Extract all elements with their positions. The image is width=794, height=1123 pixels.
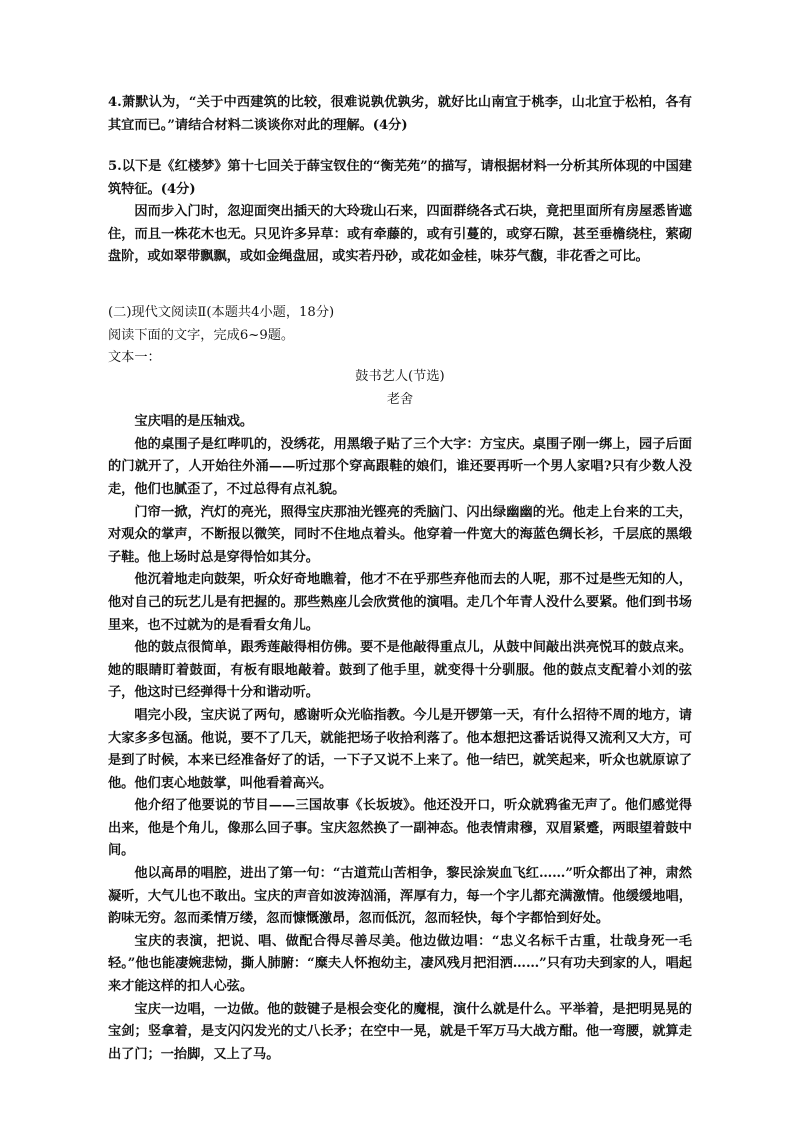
question-5 (108, 156, 692, 269)
section-header (108, 302, 692, 370)
article-paragraph: 他沉着地走向鼓架，听众好奇地瞧着，他才不在乎那些弃他而去的人呢，那不过是些无知的人，他对自己的玩艺儿是有把握的。那些熟座儿会欣赏他的演唱。走几个年青人没什么要紧。他们到书场里来，也不过就为的是看看女角儿。 (108, 572, 692, 633)
article-paragraph: 宝庆一边唱，一边做。他的鼓键子是根会变化的魔棍，演什么就是什么。平举着，是把明晃晃的宝剑；竖拿着，是支闪闪发光的丈八长矛；在空中一晃，就是千军万马大战方酣。他一弯腰，就算走出了门；一抬脚，又上了马。 (108, 1001, 692, 1062)
question-4-text: 4.萧默认为，“关于中西建筑的比较，很难说孰优孰劣，就好比山南宜于桃李，山北宜于松柏，各有其宜而已。”请结合材料二谈谈你对此的理解。(4分) (108, 95, 692, 133)
article-paragraph: 他介绍了他要说的节目——三国故事《长坂坡》。他还没开口，听众就鸦雀无声了。他们感觉得出来，他是个角儿，像那么回子事。宝庆忽然换了一副神态。他表情肃穆，双眉紧蹙，两眼望着鼓中间。 (108, 798, 692, 859)
text-label: 文本一： (108, 350, 161, 366)
article-title: 鼓书艺人(节选) (355, 369, 445, 384)
instruction-text: 阅读下面的文字，完成6~9题。 (108, 327, 295, 343)
article-paragraph: 宝庆唱的是压轴戏。 (134, 414, 254, 430)
article-paragraph: 唱完小段，宝庆说了两句，感谢听众光临指教。今儿是开锣第一天，有什么招待不周的地方，请大家多多包涵。他说，要不了几天，就能把场子收拾利落了。他本想把这番话说得又流利又大方，可是到了时候，本来已经准备好了的话，一下子又说不上来了。他一结巴，就笑起来，听众也就原谅了他。他们衷心地鼓掌，叫他看着高兴。 (108, 707, 692, 791)
article-paragraph: 他的鼓点很简单，跟秀莲敲得相仿佛。要不是他敲得重点儿，从鼓中间敲出洪亮悦耳的鼓点来。她的眼睛盯着鼓面，有板有眼地敲着。鼓到了他手里，就变得十分驯服。他的鼓点支配着小刘的弦子，他这时已经弹得十分和谐动听。 (108, 640, 692, 701)
question-4 (108, 92, 692, 137)
article-paragraph: 他以高昂的唱腔，进出了第一句：“古道荒山苦相争，黎民涂炭血飞红……”听众都出了神，肃然凝听，大气儿也不敢出。宝庆的声音如波涛汹涌，浑厚有力，每一个字儿都充满激情。他缓缓地唱，韵味无穷。忽而柔情万缕，忽而慷慨激昂，忽而低沉，忽而轻快，每个字都恰到好处。 (108, 866, 692, 927)
article (108, 366, 692, 1066)
article-paragraph: 宝庆的表演，把说、唱、做配合得尽善尽美。他边做边唱：“忠义名标千古重，壮哉身死一毛轻。”他也能凄婉悲恸，撕人肺腑：“糜夫人怀抱幼主，凄风残月把泪洒……”只有功夫到家的人，唱起来才能这样的扣人心弦。 (108, 933, 692, 995)
question-5-excerpt: 因而步入门时，忽迎面突出插天的大玲珑山石来，四面群绕各式石块，竟把里面所有房屋悉皆遮住，而且一株花木也无。只见许多异草：或有牵藤的，或有引蔓的，或穿石隙，甚至垂檐绕柱，萦砌盘阶，或如翠带飘飘，或如金绳盘屈，或实若丹砂，或花如金桂，味芬气馥，非花香之可比。 (108, 204, 692, 265)
question-5-text: 5.以下是《红楼梦》第十七回关于薛宝钗住的“衡芜苑”的描写，请根据材料一分析其所体现的中国建筑特征。(4分) (108, 159, 692, 197)
article-paragraph: 他的桌围子是红哔叽的，没绣花，用黑缎子贴了三个大字：方宝庆。桌围子刚一绑上，园子后面的门就开了，人开始往外涌——听过那个穿高跟鞋的娘们，谁还要再听一个男人家唱?只有少数人没走，他们也腻歪了，不过总得有点礼貌。 (108, 436, 692, 497)
article-author: 老舍 (386, 391, 414, 407)
article-paragraph: 门帘一掀，汽灯的亮光，照得宝庆那油光铿亮的秃脑门、闪出绿幽幽的光。他走上台来的工夫，对观众的掌声，不断报以微笑，同时不住地点着头。他穿着一件宽大的海蓝色绸长衫，千层底的黑缎子鞋。他上场时总是穿得恰如其分。 (108, 504, 692, 565)
section-title: (二)现代文阅读Ⅱ(本题共4小题，18分) (108, 305, 335, 320)
